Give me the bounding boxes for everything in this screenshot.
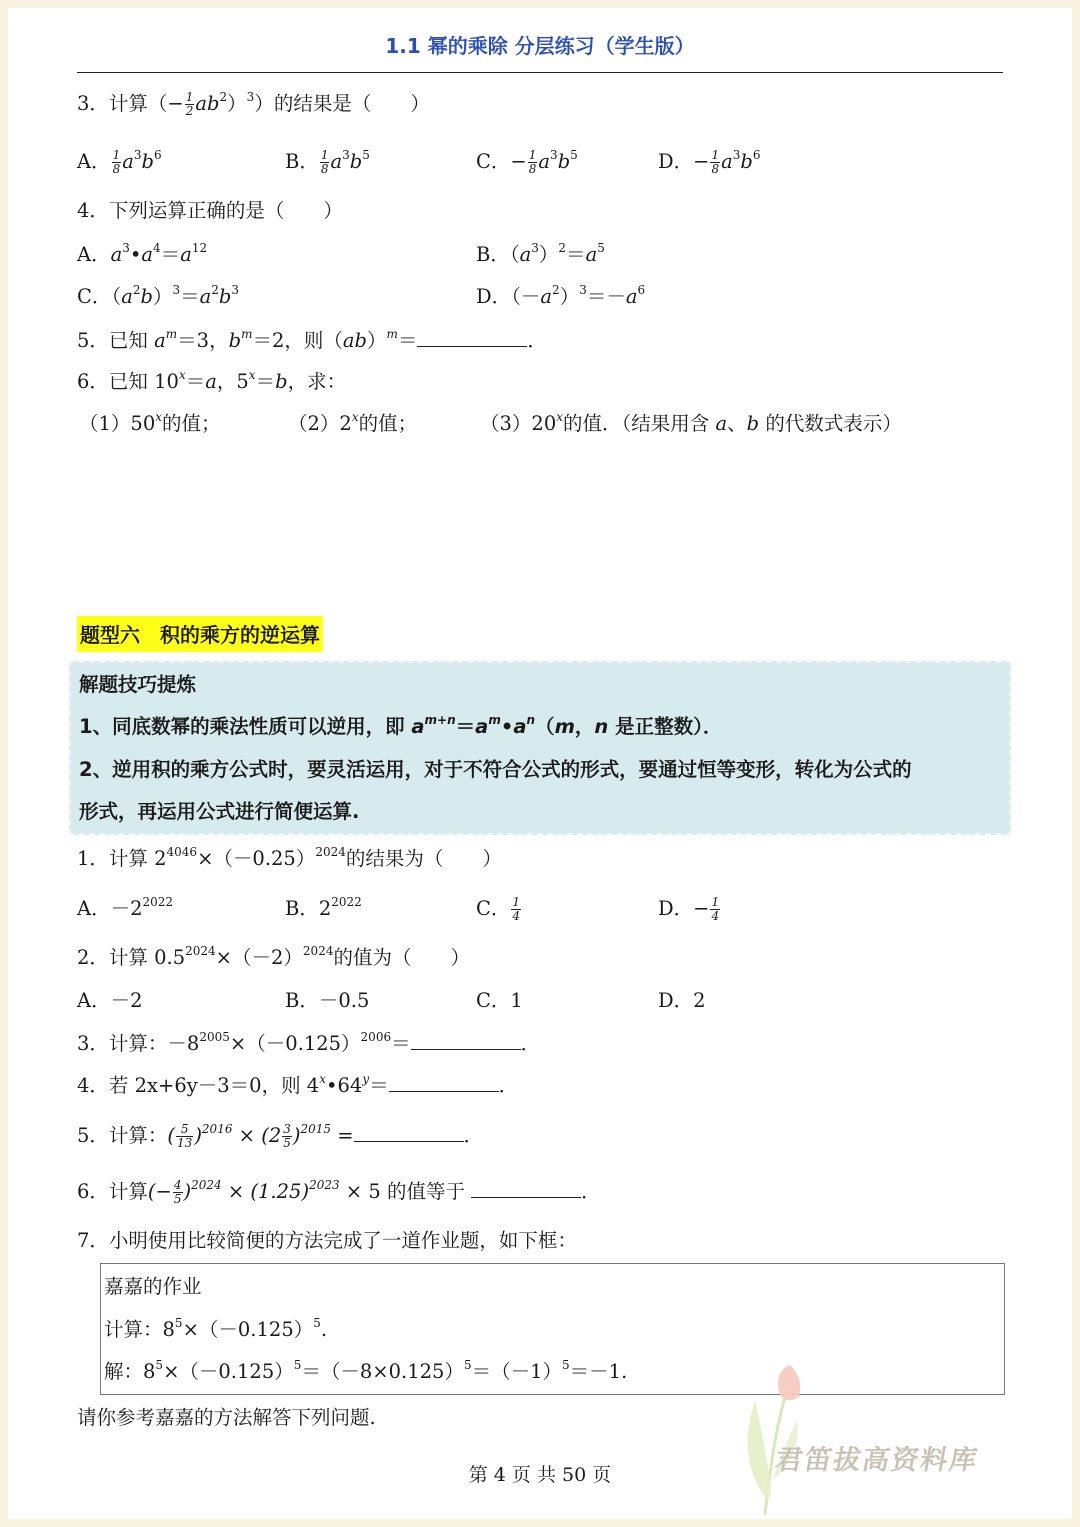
answer-blank[interactable]	[417, 326, 527, 347]
answer-blank[interactable]	[471, 1177, 581, 1198]
q4-option-c: C．$(a^2b)^3=a^2b^3$	[77, 283, 240, 308]
p2q1-option-b: B．$2^{2022}$	[285, 895, 362, 920]
header-title: 1.1 幂的乘除 分层练习（学生版）	[385, 34, 695, 58]
watermark-text: 君笛拔高资料库	[772, 1445, 982, 1476]
p2-question-4: 4．若 2x+6y－3＝0，则 $4^x•64^y=$ ．	[77, 1072, 519, 1097]
q4-option-b: B．$(a^3)^2=a^5$	[476, 241, 605, 266]
p2q1-option-d: D．− $\frac{1}{4}$	[658, 895, 720, 923]
q4-option-d: D．$(-a^2)^3=-a^6$	[476, 283, 646, 308]
p2-question-6: 6．计算(− $\frac{4}{5}$ )$^{2024} \times (1.25)^{2023} \times 5$ 的值等于 ．	[77, 1178, 601, 1206]
p2-question-3: 3．计算：$-8^{2005}\times(-0.125)^{2006}=$ ．	[77, 1030, 541, 1055]
page-footer: 第 4 页 共 50 页	[468, 1464, 612, 1486]
p2q2-option-d: D．2	[658, 989, 706, 1012]
answer-blank[interactable]	[411, 1029, 521, 1050]
answer-blank[interactable]	[354, 1121, 464, 1142]
p2q1-option-c: C． $\frac{1}{4}$	[476, 895, 521, 923]
p2-question-2: 2．计算 $0.5^{2024}\times(-2)^{2024}$的值为（ ）	[77, 944, 470, 969]
tips-line-3: 形式，再运用公式进行简便运算.	[79, 800, 360, 823]
p2q2-option-b: B．－0.5	[285, 989, 370, 1012]
q3-option-c: C．− $\frac{1}{8}$ $a^3b^5$	[476, 148, 578, 176]
tips-box	[69, 661, 1011, 835]
section-tag: 题型六 积的乘方的逆运算	[77, 616, 323, 652]
p2-question-7: 7．小明使用比较简便的方法完成了一道作业题，如下框：	[77, 1229, 577, 1252]
after-text: 请你参考嘉嘉的方法解答下列问题.	[77, 1406, 376, 1429]
homework-box	[100, 1263, 1005, 1395]
homework-title: 嘉嘉的作业	[104, 1275, 202, 1298]
homework-line-1: 计算：$8^5\times(-0.125)^5$.	[104, 1316, 328, 1341]
tips-line-1: 1、同底数幂的乘法性质可以逆用，即 $a^{m+n}=a^m•a^n(m$，n 是正整数）．	[79, 713, 723, 738]
tips-title: 解题技巧提炼	[79, 673, 197, 696]
p2q1-option-a: A．$-2^{2022}$	[77, 895, 174, 920]
answer-blank[interactable]	[389, 1071, 499, 1092]
q6-sub-1: （1）50$^x$的值；	[79, 410, 221, 435]
question-4: 4．下列运算正确的是（ ）	[77, 199, 343, 222]
question-6: 6．已知 $10^x=a$，$5^x=b$，求：	[77, 368, 347, 393]
p2-question-5: 5．计算：( $\frac{5}{13}$ )$^{2016}$ × (2 $\frac{3}{5}$ )$^{2015}$ = ．	[77, 1122, 484, 1150]
header-rule	[77, 72, 1003, 73]
p2-question-1: 1．计算 $2^{4046}\times(-0.25)^{2024}$的结果为（ ）	[77, 845, 502, 870]
q3-option-d: D．− $\frac{1}{8}$ $a^3b^6$	[658, 148, 761, 176]
q3-option-b: B． $\frac{1}{8}$ $a^3b^5$	[285, 148, 370, 176]
tips-line-2: 2、逆用积的乘方公式时，要灵活运用，对于不符合公式的形式，要通过恒等变形，转化为公式的	[79, 758, 912, 781]
fraction: $\frac{1}{2}$	[185, 90, 194, 118]
p2q2-option-a: A．－2	[77, 989, 143, 1012]
q6-sub-3: （3）20$^x$的值．（结果用含 a、b 的代数式表示）	[480, 410, 902, 435]
homework-line-2: 解：$8^5\times(-0.125)^5=(-8\times 0.125)^5=(-1)^5=-1$.	[104, 1358, 628, 1383]
q3-option-a: A． $\frac{1}{8}$ $a^3b^6$	[77, 148, 162, 176]
q4-option-a: A．$a^3•a^4=a^{12}$	[77, 241, 208, 266]
question-5: 5．已知 $a^m=3$，$b^m=2$，则（ab）$^m$＝ ．	[77, 327, 547, 352]
p2q2-option-c: C．1	[476, 989, 523, 1012]
question-3: 3．计算（− $\frac{1}{2}$ $ab^2)^3$）的结果是（ ）	[77, 90, 430, 118]
q6-sub-2: （2）2$^x$的值；	[288, 410, 418, 435]
